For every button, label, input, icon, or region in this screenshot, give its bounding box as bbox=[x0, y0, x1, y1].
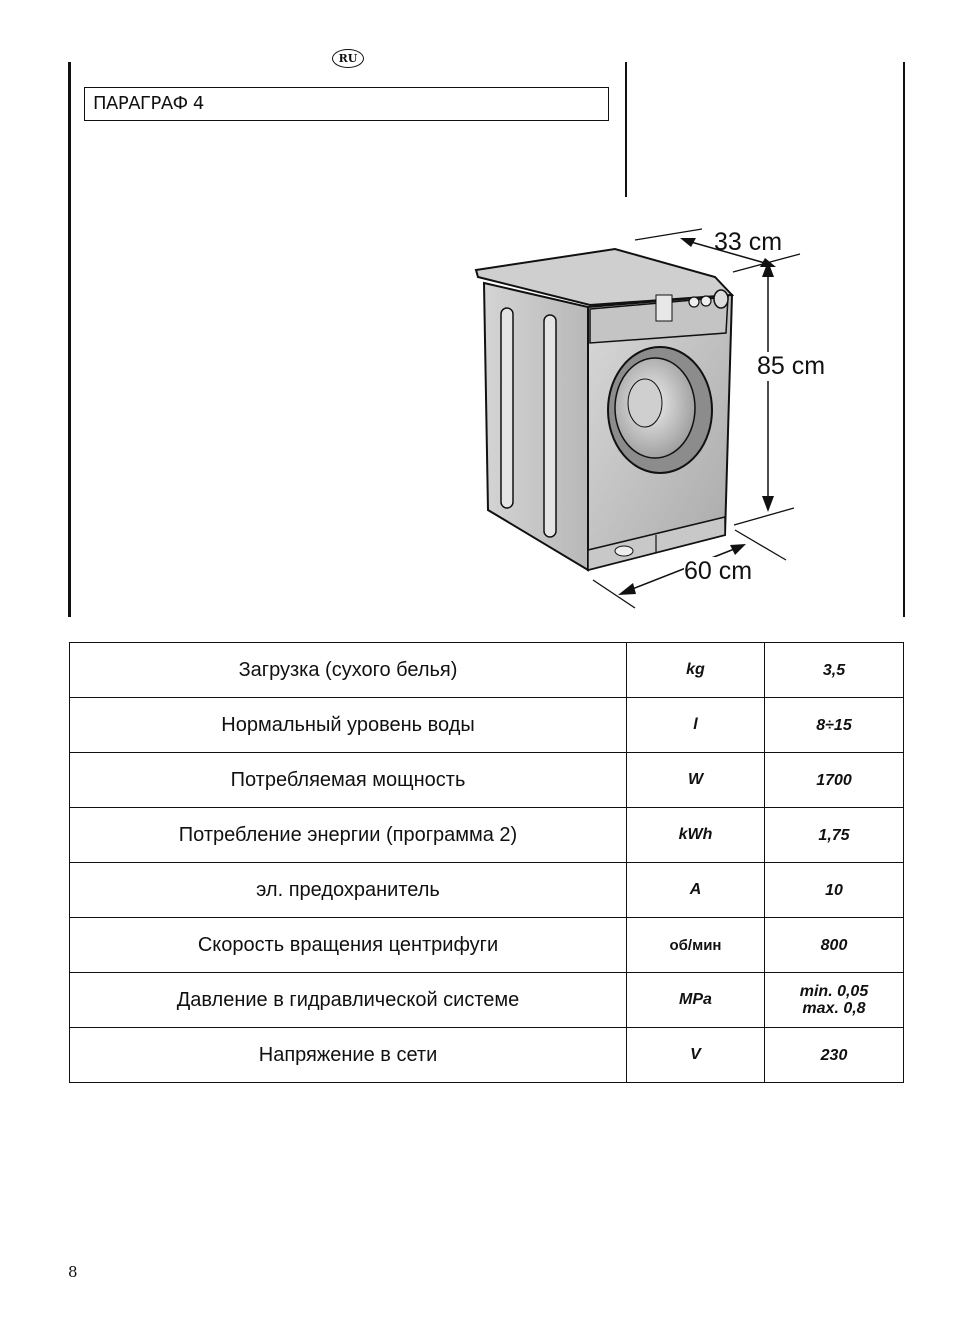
spec-value bbox=[765, 973, 904, 1028]
spec-param: Потребление энергии (программа 2) bbox=[70, 808, 627, 863]
spec-param: Скорость вращения центрифуги bbox=[70, 918, 627, 973]
section-title: ПАРАГРАФ 4 bbox=[84, 87, 609, 121]
spec-value bbox=[765, 643, 904, 698]
page-number: 8 bbox=[68, 1263, 78, 1281]
spec-param: Загрузка (сухого белья) bbox=[70, 643, 627, 698]
spec-value-line: 10 bbox=[825, 881, 843, 899]
spec-value-line: 1700 bbox=[816, 771, 852, 789]
spec-unit: kg bbox=[627, 643, 765, 698]
spec-value bbox=[765, 698, 904, 753]
spec-value-line: max. 0,8 bbox=[802, 1000, 866, 1017]
table-row bbox=[70, 698, 904, 753]
specifications-table bbox=[69, 642, 904, 1083]
spec-param: Давление в гидравлической системе bbox=[70, 973, 627, 1028]
table-row bbox=[70, 863, 904, 918]
spec-value bbox=[765, 918, 904, 973]
spec-value-line: 1,75 bbox=[818, 826, 850, 844]
spec-value bbox=[765, 863, 904, 918]
spec-value-line: 8÷15 bbox=[816, 716, 852, 734]
spec-unit: об/мин bbox=[627, 918, 765, 973]
washing-machine-drawing bbox=[470, 225, 850, 615]
height-dimension-label: 85 cm bbox=[757, 352, 826, 380]
right-margin-rule bbox=[903, 62, 905, 617]
width-dimension-label: 60 cm bbox=[684, 557, 753, 585]
spec-value-line: min. 0,05 bbox=[799, 983, 869, 1000]
spec-value-line: 3,5 bbox=[822, 661, 846, 679]
table-row bbox=[70, 643, 904, 698]
column-divider-rule bbox=[625, 62, 627, 197]
table-row bbox=[70, 1028, 904, 1083]
spec-param: Нормальный уровень воды bbox=[70, 698, 627, 753]
spec-unit: l bbox=[627, 698, 765, 753]
spec-value-line: 230 bbox=[820, 1046, 848, 1064]
depth-dimension-label: 33 cm bbox=[714, 228, 783, 256]
table-row bbox=[70, 753, 904, 808]
left-margin-rule bbox=[68, 62, 71, 617]
spec-unit: A bbox=[627, 863, 765, 918]
language-badge: RU bbox=[332, 49, 364, 68]
washing-machine-figure bbox=[470, 225, 850, 615]
table-row bbox=[70, 918, 904, 973]
spec-value bbox=[765, 1028, 904, 1083]
spec-unit: kWh bbox=[627, 808, 765, 863]
spec-unit: MPa bbox=[627, 973, 765, 1028]
spec-unit: V bbox=[627, 1028, 765, 1083]
spec-value bbox=[765, 753, 904, 808]
spec-param: Напряжение в сети bbox=[70, 1028, 627, 1083]
spec-param: Потребляемая мощность bbox=[70, 753, 627, 808]
spec-unit: W bbox=[627, 753, 765, 808]
spec-value bbox=[765, 808, 904, 863]
table-row bbox=[70, 808, 904, 863]
table-row bbox=[70, 973, 904, 1028]
spec-param: эл. предохранитель bbox=[70, 863, 627, 918]
spec-value-line: 800 bbox=[820, 936, 848, 954]
